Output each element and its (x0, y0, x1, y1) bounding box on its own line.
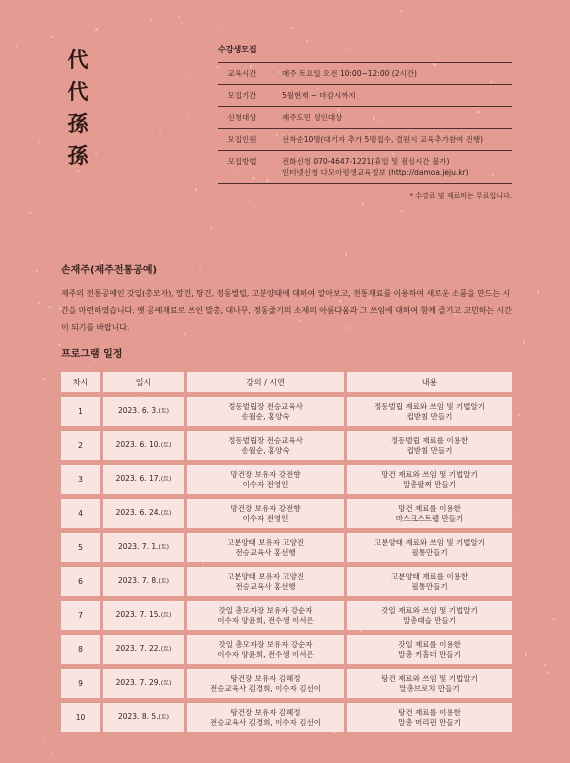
artist-section (61, 261, 513, 336)
paper-speck (521, 470, 522, 471)
session-number: 9 (61, 669, 103, 698)
paper-speck (93, 1, 94, 2)
paper-speck (159, 129, 161, 131)
content-line: 정동벌립 재료를 이용한 (390, 435, 469, 445)
lecturer-line: 탕건장 보유자 김혜정 (230, 673, 301, 683)
paper-speck (29, 267, 30, 268)
paper-speck (518, 414, 520, 416)
content-line: 말총브로치 만들기 (399, 683, 460, 693)
lecturer-line: 이수자 전영인 (242, 479, 289, 489)
header-date: 일시 (103, 372, 187, 392)
program-title: 프로그램 일정 (61, 349, 123, 360)
lecturer-line: 망건장 보유자 강전향 (230, 503, 301, 513)
session-date-text: 2023. 6. 24. (115, 508, 161, 517)
session-lecturer (187, 635, 347, 664)
session-lecturer (187, 397, 347, 426)
content-line: 망건 재료를 이용한 (398, 503, 461, 513)
session-date (103, 635, 187, 664)
content-line: 컵받침 만들기 (406, 411, 453, 421)
content-line: 말총팔찌 만들기 (402, 479, 457, 489)
paper-speck (2, 639, 3, 640)
recruit-info-table (218, 62, 512, 184)
content-line: 컵받침 만들기 (406, 445, 453, 455)
session-day: (토) (158, 578, 170, 585)
session-date (103, 703, 187, 732)
session-date (103, 499, 187, 528)
recruit-section (218, 44, 512, 201)
paper-speck (304, 212, 305, 213)
paper-speck (83, 250, 84, 251)
session-content (347, 567, 512, 596)
session-lecturer (187, 499, 347, 528)
session-lecturer (187, 431, 347, 460)
paper-speck (119, 102, 120, 103)
paper-speck (513, 515, 515, 517)
paper-speck (345, 253, 348, 256)
session-date-text: 2023. 6. 17. (115, 474, 161, 483)
schedule-row (61, 465, 512, 494)
session-content (347, 703, 512, 732)
paper-speck (547, 672, 549, 674)
session-number: 5 (61, 533, 103, 562)
schedule-header-row (61, 372, 512, 392)
lecturer-line: 전승교육사 김경희, 이수자 김선이 (210, 683, 321, 693)
paper-speck (525, 653, 528, 656)
paper-speck (362, 203, 364, 205)
session-number: 8 (61, 635, 103, 664)
recruit-info-label: 모집기간 (227, 91, 257, 100)
session-date-text: 2023. 7. 15. (115, 610, 161, 619)
session-date (103, 397, 187, 426)
session-content (347, 533, 512, 562)
schedule-row (61, 669, 512, 698)
lecturer-line: 이수자 양윤희, 전수생 이서은 (217, 649, 314, 659)
recruit-info-value (274, 85, 512, 107)
schedule-row (61, 533, 512, 562)
schedule-table (61, 367, 512, 737)
calligraphy-char: 孫 (67, 143, 89, 168)
session-number: 10 (61, 703, 103, 732)
recruit-info-value (274, 63, 512, 85)
lecturer-line: 갓일 총모자장 보유자 강순자 (218, 639, 313, 649)
paper-speck (95, 28, 97, 30)
schedule-row (61, 499, 512, 528)
calligraphy-char: 代 (67, 79, 89, 104)
schedule-row (61, 567, 512, 596)
content-line: 고분양태 재료를 이용한 (390, 571, 469, 581)
lecturer-line: 정동벌립장 전승교육사 (228, 401, 303, 411)
recruit-info-line: 매주 토요일 오전 10:00~12:00 (2시간) (282, 69, 417, 78)
session-lecturer (187, 465, 347, 494)
lecturer-line: 갓일 총모자장 보유자 강순자 (218, 605, 313, 615)
artist-description: 제주의 전통공예인 갓일(총모자), 망건, 탕건, 정동벌립, 고분양태에 대하여 알아보고, 전통재료를 이용하여 새로운 소품을 만드는 시간을 마련하였습니다. 옛 공예재료로 쓰인 말총, 대나무, 정동줄기의 소재의 아름다움과 그 쓰임에 대하여 함께 즐기고 고민하는 시간이 되기를 바랍니다. (61, 289, 512, 332)
session-date (103, 601, 187, 630)
paper-speck (517, 15, 519, 17)
recruit-info-row (218, 129, 512, 151)
session-lecturer (187, 533, 347, 562)
paper-speck (44, 669, 46, 671)
paper-speck (69, 247, 70, 248)
recruit-info-row (218, 85, 512, 107)
content-line: 필통만들기 (411, 581, 448, 591)
recruit-info-label: 교육시간 (227, 69, 257, 78)
paper-speck (0, 342, 1, 343)
recruit-info-row (218, 107, 512, 129)
paper-speck (523, 341, 525, 343)
schedule-row (61, 601, 512, 630)
paper-speck (200, 244, 201, 245)
session-date-text: 2023. 7. 8. (117, 576, 159, 585)
lecturer-line: 망건장 보유자 강전향 (230, 469, 301, 479)
session-number: 2 (61, 431, 103, 460)
recruit-info-line: 인터넷신청 다모아평생교육정보 (http://damoa.jeju.kr) (282, 168, 469, 177)
session-day: (토) (160, 442, 172, 449)
lecturer-line: 이수자 양윤희, 전수생 이서은 (217, 615, 314, 625)
lecturer-line: 정동벌립장 전승교육사 (228, 435, 303, 445)
paper-speck (200, 62, 201, 63)
content-line: 말총 머리핀 만들기 (398, 717, 461, 727)
paper-speck (43, 738, 45, 740)
content-line: 말총 키홀더 만들기 (398, 649, 461, 659)
session-number: 7 (61, 601, 103, 630)
paper-speck (38, 302, 40, 304)
session-number: 3 (61, 465, 103, 494)
paper-speck (51, 36, 53, 38)
paper-speck (181, 22, 183, 24)
recruit-info-row (218, 63, 512, 85)
session-lecturer (187, 703, 347, 732)
paper-speck (51, 752, 53, 754)
lecturer-line: 이수자 전영인 (242, 513, 289, 523)
paper-speck (419, 232, 420, 233)
paper-speck (17, 456, 18, 457)
session-day: (토) (158, 714, 170, 721)
schedule-row (61, 703, 512, 732)
session-date (103, 465, 187, 494)
lecturer-line: 탕건장 보유자 김혜정 (230, 707, 301, 717)
paper-speck (400, 10, 402, 12)
content-line: 탕건 재료를 이용한 (398, 707, 461, 717)
content-line: 정동벌립 재료와 쓰임 및 기법알기 (374, 401, 485, 411)
header-content: 내용 (347, 372, 512, 392)
paper-speck (221, 24, 222, 25)
schedule-row (61, 635, 512, 664)
paper-speck (524, 181, 525, 182)
paper-speck (401, 210, 403, 212)
paper-speck (276, 348, 277, 349)
recruit-info-line: 제주도민 성인대상 (282, 113, 343, 122)
session-date-text: 2023. 6. 3. (117, 406, 159, 415)
paper-speck (306, 40, 308, 42)
lecturer-line: 전승교육사 김경희, 이수자 김선이 (210, 717, 321, 727)
paper-speck (178, 16, 180, 18)
session-date (103, 533, 187, 562)
header-lecturer: 강의 / 시연 (187, 372, 347, 392)
session-day: (토) (158, 408, 170, 415)
content-line: 마스크스트랩 만들기 (395, 513, 464, 523)
session-lecturer (187, 601, 347, 630)
content-line: 필통만들기 (411, 547, 448, 557)
content-line: 고분양태 재료와 쓰임 및 기법알기 (374, 537, 485, 547)
recruit-info-label: 모집인원 (227, 135, 257, 144)
session-date (103, 669, 187, 698)
recruit-info-line: 5월현재 ~ 마감시까지 (282, 91, 356, 100)
calligraphy-title (58, 44, 98, 172)
paper-speck (195, 188, 197, 190)
session-number: 1 (61, 397, 103, 426)
content-line: 망건 재료와 쓰임 및 기법알기 (381, 469, 478, 479)
recruit-info-label: 모집방법 (227, 157, 257, 166)
recruit-title: 수강생모집 (218, 45, 257, 54)
paper-speck (544, 664, 546, 666)
session-content (347, 397, 512, 426)
session-number: 6 (61, 567, 103, 596)
session-day: (토) (158, 544, 170, 551)
session-lecturer (187, 669, 347, 698)
recruit-info-label: 신청대상 (227, 113, 257, 122)
session-day: (토) (160, 510, 172, 517)
session-date-text: 2023. 6. 10. (115, 440, 161, 449)
calligraphy-char: 孫 (67, 111, 89, 136)
content-line: 말총태슬 만들기 (402, 615, 457, 625)
lecturer-line: 전승교육사 홍선행 (235, 547, 296, 557)
fee-note: * 수강료 및 재료비는 무료입니다. (409, 192, 512, 200)
calligraphy-char: 代 (67, 47, 89, 72)
lecturer-line: 고분양태 보유자 고양진 (226, 571, 305, 581)
session-day: (토) (160, 680, 172, 687)
header-session: 차시 (61, 372, 103, 392)
session-number: 4 (61, 499, 103, 528)
paper-speck (209, 354, 210, 355)
session-date-text: 2023. 8. 5. (117, 712, 159, 721)
paper-speck (532, 736, 533, 737)
lecturer-line: 송월순, 홍양숙 (241, 445, 290, 455)
recruit-info-value (274, 151, 512, 184)
content-line: 탕건 재료와 쓰임 및 기법알기 (381, 673, 478, 683)
paper-speck (12, 408, 13, 409)
session-lecturer (187, 567, 347, 596)
paper-speck (16, 46, 18, 48)
paper-speck (291, 27, 294, 30)
schedule-row (61, 397, 512, 426)
paper-speck (39, 141, 40, 142)
paper-speck (537, 290, 539, 292)
session-date-text: 2023. 7. 1. (117, 542, 159, 551)
content-line: 갓일 재료와 쓰임 및 기법알기 (381, 605, 478, 615)
paper-speck (36, 270, 38, 272)
session-date-text: 2023. 7. 29. (115, 678, 161, 687)
session-day: (토) (160, 612, 172, 619)
session-date (103, 431, 187, 460)
recruit-info-row (218, 151, 512, 184)
paper-speck (49, 306, 51, 308)
content-line: 갓일 재료를 이용한 (398, 639, 461, 649)
paper-speck (29, 212, 31, 214)
lecturer-line: 전승교육사 홍선행 (235, 581, 296, 591)
paper-speck (186, 77, 187, 78)
paper-speck (43, 378, 45, 380)
session-date-text: 2023. 7. 22. (115, 644, 161, 653)
paper-speck (187, 117, 189, 119)
lecturer-line: 고분양태 보유자 고양진 (226, 537, 305, 547)
session-date (103, 567, 187, 596)
recruit-info-value (274, 129, 512, 151)
paper-speck (428, 343, 429, 344)
session-content (347, 431, 512, 460)
recruit-info-line: 전화신청 070-4647-1221(휴일 및 점심시간 불가) (282, 157, 450, 166)
lecturer-line: 송월순, 홍양숙 (241, 411, 290, 421)
recruit-info-value (274, 107, 512, 129)
session-day: (토) (160, 646, 172, 653)
session-content (347, 465, 512, 494)
session-content (347, 635, 512, 664)
recruit-info-line: 선착순10명(대기자 추가 5명접수, 결원시 교육추가참여 진행) (282, 135, 484, 144)
session-content (347, 499, 512, 528)
paper-speck (210, 227, 212, 229)
paper-speck (553, 618, 555, 620)
artist-title: 손재주(제주전통공예) (61, 265, 158, 276)
session-content (347, 601, 512, 630)
session-content (347, 669, 512, 698)
paper-speck (150, 19, 152, 21)
session-day: (토) (160, 476, 172, 483)
schedule-row (61, 431, 512, 460)
